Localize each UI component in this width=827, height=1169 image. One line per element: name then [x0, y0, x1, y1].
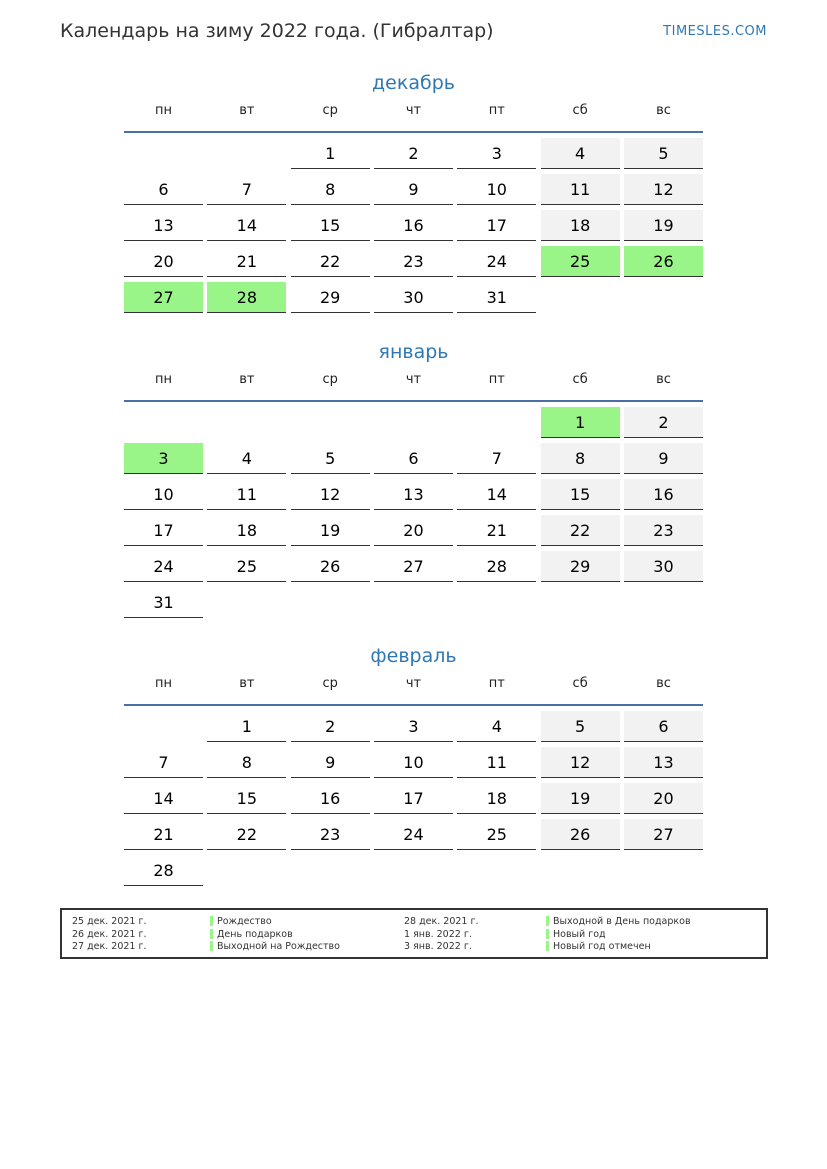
day-cell: 13 [124, 210, 203, 241]
day-cell: 29 [291, 282, 370, 313]
day-cell: 16 [624, 479, 703, 510]
empty-cell [624, 587, 703, 618]
day-cell: 29 [541, 551, 620, 582]
legend-row [62, 915, 766, 928]
day-cell: 24 [124, 551, 203, 582]
day-cell: 10 [457, 174, 536, 205]
month-name: январь [378, 341, 449, 363]
day-cell: 10 [374, 747, 453, 778]
day-cell: 12 [624, 174, 703, 205]
legend-date: 25 дек. 2021 г. [72, 916, 147, 927]
empty-cell [207, 855, 286, 886]
legend-date: 27 дек. 2021 г. [72, 941, 147, 952]
day-cell: 3 [457, 138, 536, 169]
empty-cell [207, 138, 286, 169]
day-cell: 13 [374, 479, 453, 510]
day-cell: 7 [207, 174, 286, 205]
day-cell: 4 [541, 138, 620, 169]
day-cell: 9 [291, 747, 370, 778]
weekday-label: сб [572, 372, 588, 387]
weekday-label: вт [239, 676, 255, 691]
weekday-label: вс [656, 676, 671, 691]
week-row [124, 783, 703, 819]
day-cell: 17 [457, 210, 536, 241]
day-cell: 13 [624, 747, 703, 778]
page-title: Календарь на зиму 2022 года. (Гибралтар) [60, 20, 494, 42]
day-cell: 22 [541, 515, 620, 546]
empty-cell [541, 855, 620, 886]
weekday-label: пн [155, 103, 172, 118]
week-row [124, 747, 703, 783]
weekday-label: вт [239, 372, 255, 387]
week-row [124, 819, 703, 855]
day-cell: 12 [541, 747, 620, 778]
day-cell: 9 [374, 174, 453, 205]
day-cell: 5 [541, 711, 620, 742]
weekday-label: пт [488, 103, 505, 118]
day-cell: 16 [291, 783, 370, 814]
day-cell: 2 [374, 138, 453, 169]
day-cell: 26 [541, 819, 620, 850]
day-cell: 17 [374, 783, 453, 814]
holiday-day-cell: 1 [541, 407, 620, 438]
day-cell: 4 [207, 443, 286, 474]
day-cell: 18 [541, 210, 620, 241]
empty-cell [624, 282, 703, 313]
empty-cell [124, 407, 203, 438]
day-cell: 23 [374, 246, 453, 277]
legend-date: 1 янв. 2022 г. [404, 928, 472, 940]
day-cell: 25 [207, 551, 286, 582]
day-cell: 15 [291, 210, 370, 241]
day-cell: 18 [457, 783, 536, 814]
day-cell: 16 [374, 210, 453, 241]
day-cell: 7 [457, 443, 536, 474]
week-row [124, 174, 703, 210]
legend-date: 26 дек. 2021 г. [72, 928, 147, 940]
empty-cell [374, 855, 453, 886]
day-cell: 10 [124, 479, 203, 510]
week-row [124, 443, 703, 479]
month-name: декабрь [372, 72, 455, 94]
week-row [124, 515, 703, 551]
site-link[interactable]: TIMESLES.COM [663, 24, 767, 39]
day-cell: 5 [624, 138, 703, 169]
empty-cell [541, 587, 620, 618]
day-cell: 6 [624, 711, 703, 742]
legend-date: 28 дек. 2021 г. [404, 916, 479, 927]
day-cell: 24 [374, 819, 453, 850]
day-cell: 19 [541, 783, 620, 814]
month-name: февраль [370, 645, 457, 667]
empty-cell [291, 407, 370, 438]
week-row [124, 407, 703, 443]
day-cell: 8 [541, 443, 620, 474]
day-cell: 21 [457, 515, 536, 546]
day-cell: 27 [374, 551, 453, 582]
day-cell: 31 [124, 587, 203, 618]
week-row [124, 246, 703, 282]
legend-holiday-name: Выходной в День подарков [546, 915, 691, 928]
day-cell: 22 [207, 819, 286, 850]
day-cell: 23 [624, 515, 703, 546]
day-cell: 4 [457, 711, 536, 742]
day-cell: 20 [124, 246, 203, 277]
day-cell: 14 [124, 783, 203, 814]
weekday-header-row [124, 97, 703, 133]
empty-cell [541, 282, 620, 313]
holiday-day-cell: 26 [624, 246, 703, 277]
weekday-label: пн [155, 372, 172, 387]
legend-holiday-name: Новый год отмечен [546, 940, 651, 953]
month-december [124, 69, 703, 318]
empty-cell [124, 711, 203, 742]
weekday-label: чт [405, 103, 422, 118]
day-cell: 18 [207, 515, 286, 546]
day-cell: 30 [624, 551, 703, 582]
holiday-day-cell: 25 [541, 246, 620, 277]
weekday-label: чт [405, 372, 422, 387]
week-row [124, 282, 703, 318]
legend-row [62, 928, 766, 941]
day-cell: 2 [624, 407, 703, 438]
weekday-label: ср [322, 676, 338, 691]
day-cell: 19 [291, 515, 370, 546]
empty-cell [374, 587, 453, 618]
week-row [124, 855, 703, 891]
day-cell: 15 [207, 783, 286, 814]
weekday-label: пт [488, 372, 505, 387]
weekday-label: пн [155, 676, 172, 691]
legend-holiday-name: День подарков [210, 928, 293, 941]
week-row [124, 551, 703, 587]
day-cell: 6 [374, 443, 453, 474]
day-cell: 19 [624, 210, 703, 241]
legend-holiday-name: Рождество [210, 915, 272, 928]
weeks [124, 133, 703, 318]
weekday-label: чт [405, 676, 422, 691]
day-cell: 22 [291, 246, 370, 277]
weekday-label: пт [488, 676, 505, 691]
day-cell: 24 [457, 246, 536, 277]
day-cell: 20 [624, 783, 703, 814]
empty-cell [624, 855, 703, 886]
day-cell: 21 [124, 819, 203, 850]
legend-holiday-name: Новый год [546, 928, 606, 941]
day-cell: 2 [291, 711, 370, 742]
weeks [124, 706, 703, 891]
holiday-day-cell: 28 [207, 282, 286, 313]
day-cell: 15 [541, 479, 620, 510]
day-cell: 1 [207, 711, 286, 742]
weekday-label: ср [322, 103, 338, 118]
day-cell: 20 [374, 515, 453, 546]
weekday-label: вс [656, 372, 671, 387]
empty-cell [374, 407, 453, 438]
month-february [124, 642, 703, 891]
weekday-label: вт [239, 103, 255, 118]
day-cell: 25 [457, 819, 536, 850]
day-cell: 28 [124, 855, 203, 886]
day-cell: 12 [291, 479, 370, 510]
empty-cell [457, 587, 536, 618]
week-row [124, 210, 703, 246]
day-cell: 11 [207, 479, 286, 510]
holiday-day-cell: 27 [124, 282, 203, 313]
weekday-label: ср [322, 372, 338, 387]
weeks [124, 402, 703, 623]
day-cell: 14 [207, 210, 286, 241]
empty-cell [457, 855, 536, 886]
holiday-legend [60, 908, 768, 959]
legend-holiday-name: Выходной на Рождество [210, 940, 340, 953]
week-row [124, 587, 703, 623]
empty-cell [207, 407, 286, 438]
holiday-day-cell: 3 [124, 443, 203, 474]
weekday-label: сб [572, 103, 588, 118]
day-cell: 5 [291, 443, 370, 474]
day-cell: 31 [457, 282, 536, 313]
day-cell: 8 [207, 747, 286, 778]
empty-cell [291, 587, 370, 618]
day-cell: 11 [457, 747, 536, 778]
week-row [124, 479, 703, 515]
day-cell: 26 [291, 551, 370, 582]
week-row [124, 711, 703, 747]
day-cell: 3 [374, 711, 453, 742]
day-cell: 17 [124, 515, 203, 546]
day-cell: 30 [374, 282, 453, 313]
day-cell: 11 [541, 174, 620, 205]
legend-date: 3 янв. 2022 г. [404, 941, 472, 952]
day-cell: 9 [624, 443, 703, 474]
day-cell: 21 [207, 246, 286, 277]
weekday-header-row [124, 670, 703, 706]
weekday-label: вс [656, 103, 671, 118]
empty-cell [291, 855, 370, 886]
day-cell: 7 [124, 747, 203, 778]
month-january [124, 338, 703, 623]
day-cell: 1 [291, 138, 370, 169]
empty-cell [207, 587, 286, 618]
empty-cell [124, 138, 203, 169]
empty-cell [457, 407, 536, 438]
day-cell: 14 [457, 479, 536, 510]
weekday-header-row [124, 366, 703, 402]
day-cell: 23 [291, 819, 370, 850]
day-cell: 27 [624, 819, 703, 850]
day-cell: 8 [291, 174, 370, 205]
day-cell: 28 [457, 551, 536, 582]
legend-row [62, 940, 766, 953]
week-row [124, 138, 703, 174]
weekday-label: сб [572, 676, 588, 691]
day-cell: 6 [124, 174, 203, 205]
